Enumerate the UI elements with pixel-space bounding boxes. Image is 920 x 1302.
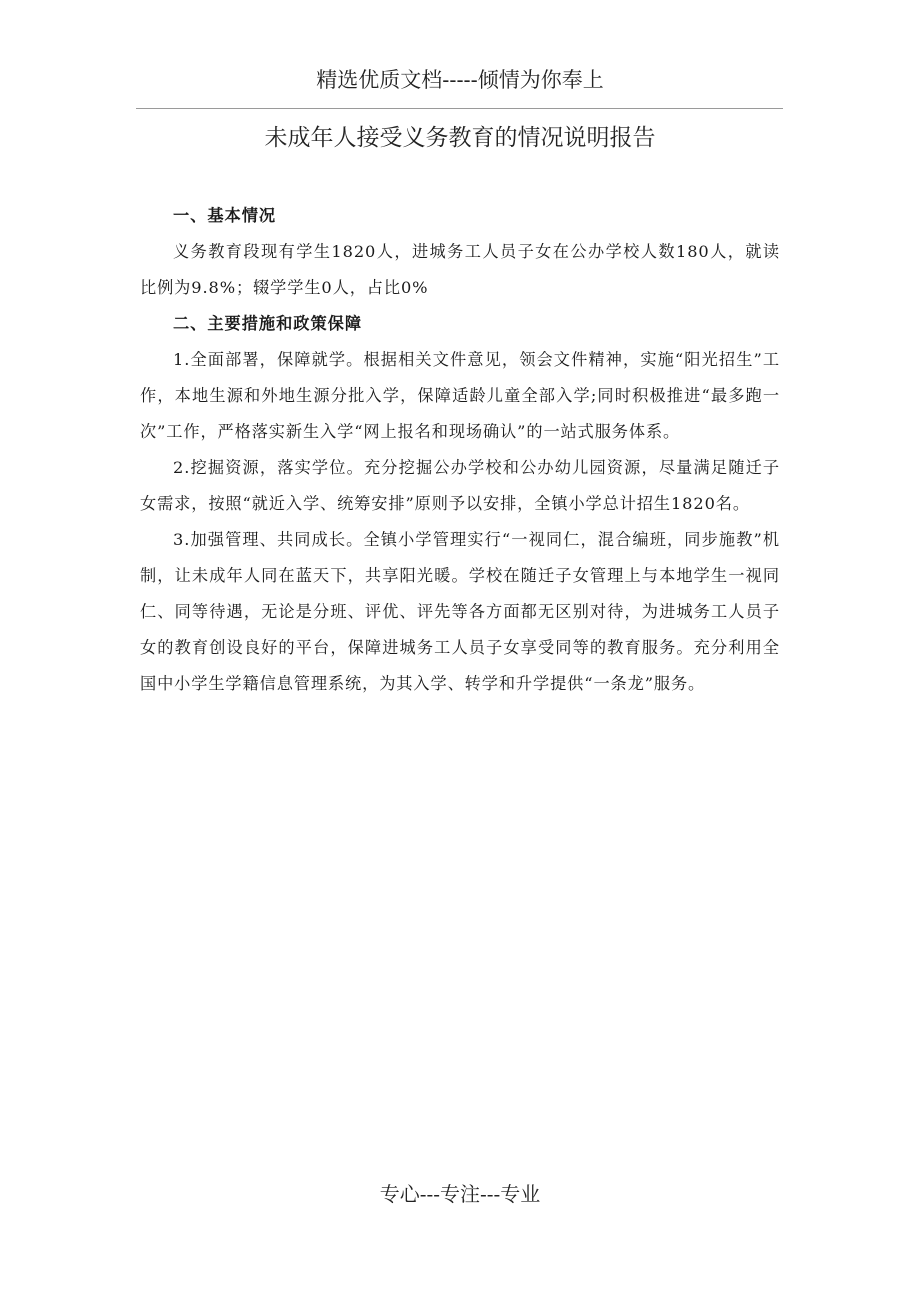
document-title: 未成年人接受义务教育的情况说明报告 [264,125,656,151]
paragraph-basic-stats: 义务教育段现有学生1820人，进城务工人员子女在公办学校人数180人，就读比例为9.8%；辍学学生0人，占比0% [140,242,780,297]
page-header: 精选优质文档-----倾情为你奉上 [316,68,604,92]
header-divider [136,108,783,109]
paragraph-measure-2: 2.挖掘资源，落实学位。充分挖掘公办学校和公办幼儿园资源，尽量满足随迁子女需求，按照“就近入学、统筹安排”原则予以安排，全镇小学总计招生1820名。 [140,458,780,513]
page-footer: 专心---专注---专业 [379,1182,541,1206]
paragraph-measure-3: 3.加强管理、共同成长。全镇小学管理实行“一视同仁，混合编班，同步施教”机制，让未成年人同在蓝天下，共享阳光暖。学校在随迁子女管理上与本地学生一视同仁、同等待遇，无论是分班、评优、评先等各方面都无区别对待，为进城务工人员子女的教育创设良好的平台，保障进城务工人员子女享受同等的教育服务。充分利用全国中小学生学籍信息管理系统，为其入学、转学和升学提供“一条龙”服务。 [140,530,780,693]
section-heading-basic: 一、基本情况 [173,206,277,225]
paragraph-measure-1: 1.全面部署，保障就学。根据相关文件意见，领会文件精神，实施“阳光招生”工作，本地生源和外地生源分批入学，保障适龄儿童全部入学;同时积极推进“最多跑一次”工作，严格落实新生入学“网上报名和现场确认”的一站式服务体系。 [140,350,780,441]
document-body [140,198,780,702]
section-heading-measures: 二、主要措施和政策保障 [173,314,363,333]
